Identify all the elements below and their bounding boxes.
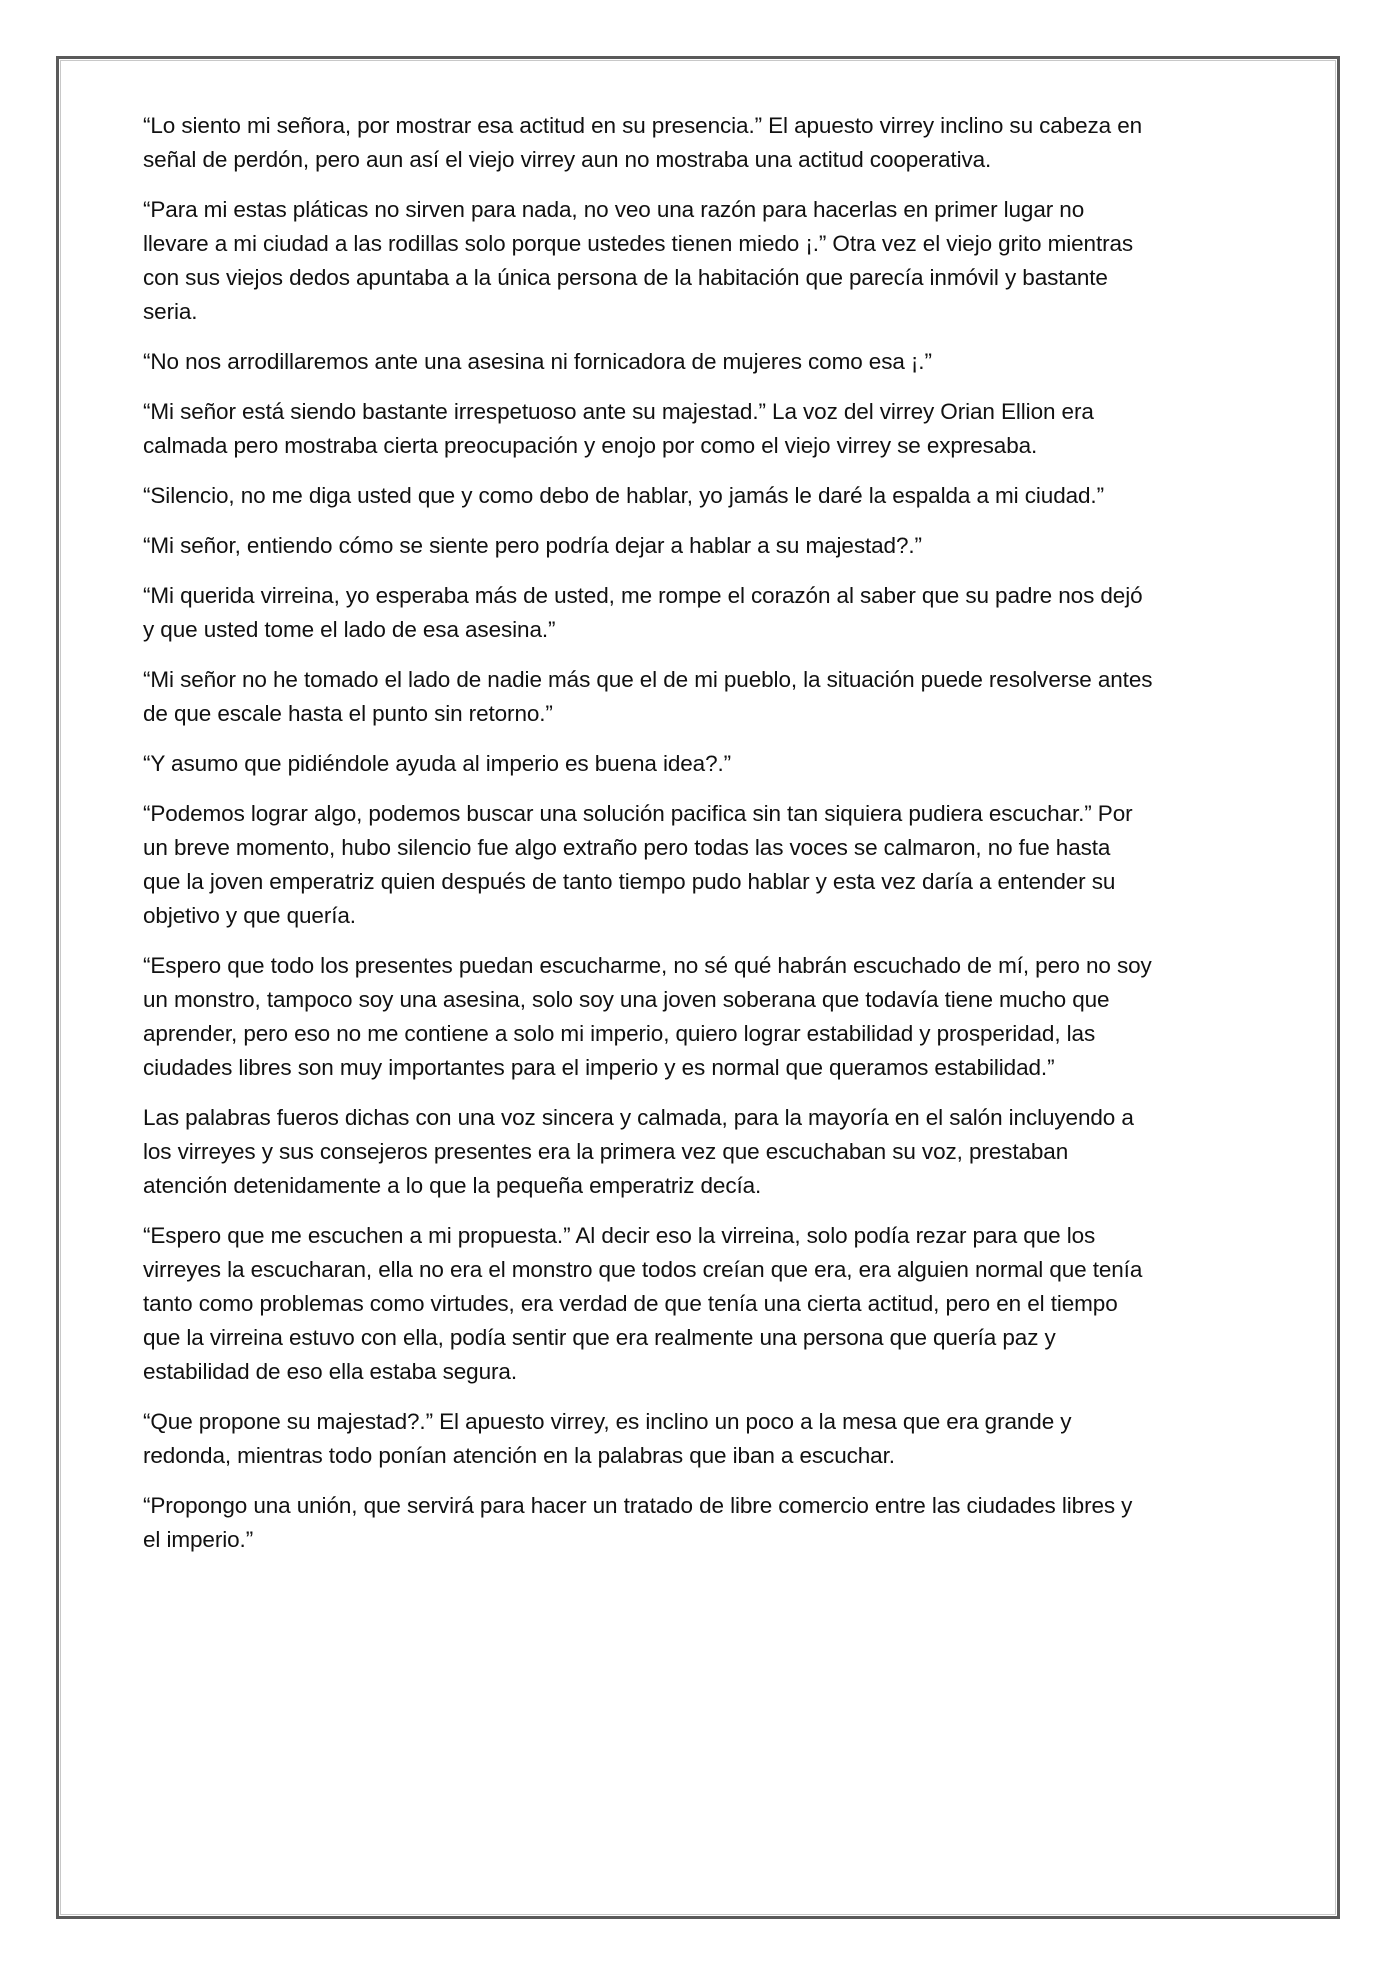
- document-body: [143, 109, 1153, 1573]
- paragraph: “Mi señor, entiendo cómo se siente pero podría dejar a hablar a su majestad?.”: [143, 533, 922, 558]
- paragraph: “Mi señor está siendo bastante irrespetuoso ante su majestad.” La voz del virrey Orian Ellion era calmada pero mostraba cierta preocupación y enojo por como el viejo virrey se expresaba.: [143, 399, 1094, 458]
- paragraph: “Que propone su majestad?.” El apuesto virrey, es inclino un poco a la mesa que era grande y redonda, mientras todo ponían atención en la palabras que iban a escuchar.: [143, 1409, 1072, 1468]
- paragraph: “Podemos lograr algo, podemos buscar una solución pacifica sin tan siquiera pudiera escuchar.” Por un breve momento, hubo silencio fue algo extraño pero todas las voces se calmaron, no fue hasta que la joven emperatriz quien después de tanto tiempo pudo hablar y esta vez daría a entender su objetivo y que quería.: [143, 801, 1133, 928]
- paragraph: “Mi querida virreina, yo esperaba más de usted, me rompe el corazón al saber que su padre nos dejó y que usted tome el lado de esa asesina.”: [143, 583, 1143, 642]
- paragraph: “Silencio, no me diga usted que y como debo de hablar, yo jamás le daré la espalda a mi ciudad.”: [143, 483, 1104, 508]
- paragraph: “Y asumo que pidiéndole ayuda al imperio es buena idea?.”: [143, 751, 732, 776]
- paragraph: “Lo siento mi señora, por mostrar esa actitud en su presencia.” El apuesto virrey inclino su cabeza en señal de perdón, pero aun así el viejo virrey aun no mostraba una actitud cooperativa.: [143, 113, 1143, 172]
- paragraph: “Mi señor no he tomado el lado de nadie más que el de mi pueblo, la situación puede resolverse antes de que escale hasta el punto sin retorno.”: [143, 667, 1153, 726]
- paragraph: “Espero que me escuchen a mi propuesta.” Al decir eso la virreina, solo podía rezar para que los virreyes la escucharan, ella no era el monstro que todos creían que era, era alguien normal que tenía tanto como problemas como virtudes, era verdad de que tenía una cierta actitud, pero en el tiempo que la virreina estuvo con ella, podía sentir que era realmente una persona que quería paz y estabilidad de eso ella estaba segura.: [143, 1223, 1143, 1384]
- paragraph: “Espero que todo los presentes puedan escucharme, no sé qué habrán escuchado de mí, pero no soy un monstro, tampoco soy una asesina, solo soy una joven soberana que todavía tiene mucho que aprender, pero eso no me contiene a solo mi imperio, quiero lograr estabilidad y prosperidad, las ciudades libres son muy importantes para el imperio y es normal que queramos estabilidad.”: [143, 953, 1152, 1080]
- paragraph: Las palabras fueros dichas con una voz sincera y calmada, para la mayoría en el salón incluyendo a los virreyes y sus consejeros presentes era la primera vez que escuchaban su voz, prestaban atención detenidamente a lo que la pequeña emperatriz decía.: [143, 1105, 1134, 1198]
- paragraph: “Para mi estas pláticas no sirven para nada, no veo una razón para hacerlas en primer lugar no llevare a mi ciudad a las rodillas solo porque ustedes tienen miedo ¡.” Otra vez el viejo grito mientras con sus viejos dedos apuntaba a la única persona de la habitación que parecía inmóvil y bastante seria.: [143, 197, 1134, 324]
- paragraph: “No nos arrodillaremos ante una asesina ni fornicadora de mujeres como esa ¡.”: [143, 349, 932, 374]
- paragraph: “Propongo una unión, que servirá para hacer un tratado de libre comercio entre las ciudades libres y el imperio.”: [143, 1493, 1133, 1552]
